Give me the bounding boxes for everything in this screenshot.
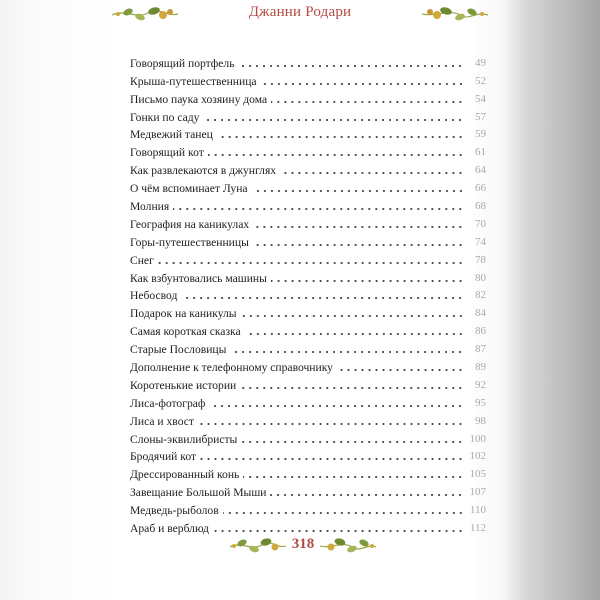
- toc-entry-title: Слоны-эквилибристы: [130, 432, 238, 446]
- toc-entry-title: Араб и верблюд: [130, 522, 209, 536]
- floral-ornament-icon: [420, 3, 490, 25]
- dot-leader: [241, 308, 464, 318]
- toc-entry: [130, 446, 486, 464]
- toc-entry-page: 52: [475, 74, 486, 87]
- dot-leader: [253, 237, 464, 247]
- dot-leader: [270, 487, 464, 497]
- toc-entry: [130, 374, 486, 392]
- toc-entry-page: 64: [475, 164, 486, 177]
- toc-entry-title: О чём вспоминает Луна: [130, 182, 248, 196]
- toc-entry-page: 98: [475, 414, 486, 427]
- floral-ornament-icon: [318, 533, 378, 559]
- dot-leader: [271, 94, 464, 104]
- toc-entry-page: 66: [475, 182, 486, 195]
- toc-entry: [130, 106, 486, 124]
- toc-entry-title: Крыша-путешественница: [130, 74, 257, 88]
- toc-entry: [130, 499, 486, 517]
- toc-entry-page: 54: [475, 92, 486, 105]
- dot-leader: [223, 505, 464, 515]
- page-footer: [228, 533, 378, 559]
- dot-leader: [230, 344, 464, 354]
- toc-entry-title: Небосвод: [130, 289, 178, 303]
- toc-entry: [130, 231, 486, 249]
- toc-entry-title: Молния: [130, 200, 170, 214]
- page-number: 318: [291, 536, 315, 552]
- toc-entry: [130, 338, 486, 356]
- dot-leader: [198, 416, 464, 426]
- toc-entry: [130, 285, 486, 303]
- toc-entry-page: 107: [469, 486, 486, 499]
- toc-entry-title: Лиса-фотограф: [130, 396, 206, 410]
- toc-entry-title: Говорящий портфель: [130, 56, 235, 70]
- dot-leader: [243, 469, 464, 479]
- dot-leader: [240, 380, 464, 390]
- toc-entry-page: 82: [475, 289, 486, 302]
- toc-entry-title: Медвежий танец: [130, 128, 213, 142]
- toc-entry-title: География на каникулах: [130, 217, 250, 231]
- toc-entry: [130, 392, 486, 410]
- toc-entry-page: 57: [475, 110, 486, 123]
- toc-entry: [130, 320, 486, 338]
- toc-entry-page: 80: [475, 271, 486, 284]
- table-of-contents: [130, 52, 486, 535]
- toc-entry: [130, 428, 486, 446]
- toc-entry: [130, 177, 486, 195]
- toc-entry-title: Гонки по саду: [130, 110, 200, 124]
- toc-entry: [130, 249, 486, 267]
- dot-leader: [173, 201, 464, 211]
- dot-leader: [253, 219, 464, 229]
- toc-entry-page: 87: [475, 343, 486, 356]
- toc-entry-page: 92: [475, 378, 486, 391]
- toc-entry-title: Говорящий кот: [130, 146, 204, 160]
- toc-entry-page: 74: [475, 235, 486, 248]
- toc-entry: [130, 195, 486, 213]
- toc-entry-page: 89: [475, 361, 486, 374]
- dot-leader: [181, 290, 464, 300]
- toc-entry: [130, 88, 486, 106]
- dot-leader: [200, 451, 464, 461]
- toc-entry-title: Как взбунтовались машины: [130, 271, 267, 285]
- toc-entry: [130, 481, 486, 499]
- toc-entry: [130, 70, 486, 88]
- toc-entry: [130, 213, 486, 231]
- toc-entry-title: Дрессированный конь: [130, 468, 240, 482]
- dot-leader: [203, 112, 464, 122]
- toc-entry: [130, 410, 486, 428]
- toc-entry-page: 95: [475, 396, 486, 409]
- toc-entry: [130, 463, 486, 481]
- toc-entry-page: 68: [475, 200, 486, 213]
- toc-entry-page: 59: [475, 128, 486, 141]
- dot-leader: [280, 165, 464, 175]
- toc-entry: [130, 302, 486, 320]
- toc-entry-title: Завещание Большой Мыши: [130, 486, 267, 500]
- toc-entry: [130, 267, 486, 285]
- dot-leader: [245, 326, 464, 336]
- toc-entry: [130, 159, 486, 177]
- toc-entry-title: Самая короткая сказка: [130, 325, 241, 339]
- dot-leader: [337, 362, 464, 372]
- dot-leader: [208, 147, 464, 157]
- dot-leader: [238, 58, 464, 68]
- dot-leader: [158, 255, 464, 265]
- toc-entry-page: 105: [469, 468, 486, 481]
- dot-leader: [241, 434, 464, 444]
- dot-leader: [261, 76, 464, 86]
- toc-entry: [130, 356, 486, 374]
- dot-leader: [271, 273, 464, 283]
- toc-entry-page: 100: [469, 432, 486, 445]
- toc-entry-page: 78: [475, 253, 486, 266]
- toc-entry-page: 110: [469, 504, 486, 517]
- toc-entry-title: Дополнение к телефонному справочнику: [130, 361, 333, 375]
- toc-entry-page: 61: [475, 146, 486, 159]
- dot-leader: [213, 523, 464, 533]
- toc-entry-title: Медведь-рыболов: [130, 504, 219, 518]
- toc-entry-title: Горы-путешественницы: [130, 235, 249, 249]
- toc-entry-page: 102: [469, 450, 486, 463]
- toc-entry-page: 49: [475, 56, 486, 69]
- toc-entry: [130, 141, 486, 159]
- dot-leader: [209, 398, 464, 408]
- toc-entry: [130, 52, 486, 70]
- header-title: Джанни Родари: [248, 4, 352, 20]
- toc-entry-title: Подарок на каникулы: [130, 307, 237, 321]
- running-header: [110, 0, 490, 30]
- dot-leader: [217, 129, 464, 139]
- toc-entry-title: Бродячий кот: [130, 450, 197, 464]
- dot-leader: [252, 183, 464, 193]
- toc-entry-title: Лиса и хвост: [130, 414, 194, 428]
- toc-entry-title: Как развлекаются в джунглях: [130, 164, 277, 178]
- toc-entry: [130, 124, 486, 142]
- toc-entry-page: 70: [475, 217, 486, 230]
- toc-entry-page: 86: [475, 325, 486, 338]
- toc-entry-page: 84: [475, 307, 486, 320]
- toc-entry-title: Коротенькие истории: [130, 378, 237, 392]
- toc-entry-page: 112: [469, 522, 486, 535]
- page-edge-shadow: [500, 0, 600, 600]
- toc-entry-title: Снег: [130, 253, 154, 267]
- toc-entry-title: Старые Пословицы: [130, 343, 227, 357]
- toc-entry-title: Письмо паука хозяину дома: [130, 92, 268, 106]
